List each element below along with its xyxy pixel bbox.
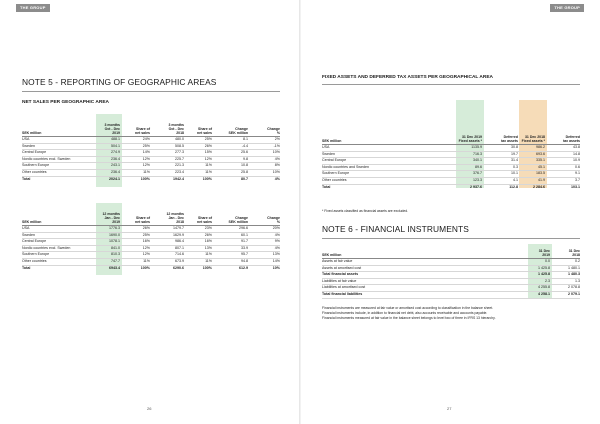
table-header-row: [22, 114, 280, 137]
cell-value: 612.9: [239, 265, 248, 270]
cell-value: 10.1: [511, 171, 518, 176]
cell-value: 2 078.8: [568, 285, 580, 290]
cell-value: 183.5: [536, 171, 545, 176]
column-header: SEK million: [22, 220, 42, 224]
table-row: [22, 150, 280, 157]
note6-explanation-2: Financial instruments include, in addition to financial net debt, also accounts receivable and accounts payable.: [322, 311, 488, 315]
cell-value: 6943.4: [109, 265, 120, 270]
cell-value: 807.1: [175, 245, 184, 250]
note6-explanation-3: Financial instruments measured at fair value in the balance sheet belongs to level two of three in IFRS 13 hierarchy.: [322, 316, 496, 320]
cell-value: 4%: [274, 176, 280, 181]
table-row: [22, 226, 280, 233]
cell-value: 13%: [272, 252, 280, 257]
cell-value: 6290.6: [173, 265, 184, 270]
cell-value: 14.8: [573, 151, 580, 156]
page-number-right: 27: [447, 406, 452, 411]
column-header: Deferred tax assets: [563, 135, 580, 143]
column-header: 31 Dec 2018: [568, 249, 580, 257]
cell-value: 11%: [205, 169, 212, 174]
column-header: SEK million: [22, 131, 42, 135]
cell-value: 504.1: [111, 143, 120, 148]
table-row: [322, 279, 580, 286]
cell-value: 4 258.1: [538, 291, 550, 296]
cell-value: 80.7: [241, 176, 248, 181]
cell-value: 1 425.8: [538, 272, 550, 277]
cell-value: 223.4: [175, 169, 184, 174]
table-row: [322, 158, 580, 165]
cell-value: 12%: [142, 163, 150, 168]
row-label: USA: [322, 145, 330, 149]
cell-value: 673.9: [175, 258, 184, 263]
cell-value: 0.2: [575, 259, 580, 263]
cell-value: 12%: [142, 156, 150, 161]
row-label: Liabilities at fair value: [322, 278, 357, 283]
cell-value: 277.3: [175, 150, 184, 155]
cell-value: -1%: [273, 143, 280, 148]
row-label: Sweden: [322, 151, 335, 156]
row-label: Central Europe: [322, 158, 347, 163]
cell-value: 33.9: [241, 245, 248, 250]
cell-value: 23%: [204, 226, 212, 230]
row-label: Assets at amortised cost: [322, 265, 362, 270]
table-row: [22, 170, 280, 177]
cell-value: 9.1: [575, 171, 580, 176]
table-row: [322, 259, 580, 266]
cell-value: 43.8: [573, 145, 580, 149]
cell-value: 91.7: [241, 239, 248, 244]
cell-value: 4%: [274, 156, 280, 161]
cell-value: 25%: [204, 137, 212, 141]
cell-value: 10%: [272, 150, 280, 155]
fixed-assets-title: FIXED ASSETS AND DEFERRED TAX ASSETS PER GEOGRAPHICAL AREA: [322, 75, 494, 80]
row-label: Central Europe: [22, 150, 47, 155]
table-row: [22, 246, 280, 253]
cell-value: 9.8: [243, 156, 248, 161]
table-row: [322, 272, 580, 279]
cell-value: 1479.7: [173, 226, 184, 230]
table-row: [322, 165, 580, 172]
cell-value: 12%: [142, 252, 150, 257]
section-tag-right: THE GROUP: [550, 4, 584, 12]
cell-value: 25.8: [241, 169, 248, 174]
cell-value: 335.1: [536, 158, 545, 163]
cell-value: 1629.9: [173, 232, 184, 237]
cell-value: 225.7: [175, 156, 184, 161]
column-header: Change %: [267, 216, 280, 224]
column-header: Deferred tax assets: [501, 135, 518, 143]
column-header: 31 Dec 2019 Fixed assets *: [458, 135, 482, 143]
cell-value: 1942.4: [173, 176, 184, 181]
column-header: 31 Dec 2018 Fixed assets *: [521, 135, 545, 143]
cell-value: 30.8: [511, 145, 518, 149]
table-row: [322, 171, 580, 178]
cell-value: 716.3: [473, 151, 482, 156]
cell-value: 14%: [142, 150, 150, 155]
row-label: Southern Europe: [22, 163, 50, 168]
fixed-assets-footnote: * Fixed assets classified as financial assets are excluded.: [322, 209, 409, 213]
cell-value: 8%: [274, 163, 280, 168]
cell-value: 11%: [143, 258, 150, 263]
table-row: [322, 292, 580, 299]
cell-value: 1135.9: [471, 145, 482, 149]
fixed-assets-divider: [322, 84, 580, 85]
column-header: 12 months Jan - Dec 2018: [166, 212, 184, 224]
cell-value: 0.6: [575, 164, 580, 169]
cell-value: 1 480.1: [568, 265, 580, 270]
cell-value: 100%: [140, 176, 150, 181]
cell-value: 274.9: [111, 150, 120, 155]
table-row: [22, 163, 280, 170]
cell-value: 100%: [140, 265, 150, 270]
cell-value: 16%: [142, 239, 150, 244]
cell-value: 986.4: [175, 239, 184, 244]
cell-value: 9%: [274, 239, 280, 244]
table-header-row: [22, 203, 280, 226]
table-row: [22, 137, 280, 144]
table-header-row: [322, 244, 580, 259]
cell-value: 4 255.8: [538, 285, 550, 290]
table-row: [22, 252, 280, 259]
financial-instruments-table: [322, 244, 580, 299]
cell-value: 1 425.8: [538, 265, 550, 270]
note5-subtitle: NET SALES PER GEOGRAPHIC AREA: [22, 100, 109, 105]
row-label: Nordic countries and Sweden: [322, 164, 369, 169]
row-label: USA: [22, 137, 30, 141]
cell-value: 2.3: [545, 278, 550, 283]
row-label: Liabilities at amortised cost: [322, 285, 366, 290]
row-label: Sweden: [22, 232, 35, 237]
row-label: Total: [22, 265, 31, 270]
column-header: Change %: [267, 127, 280, 135]
row-label: Other countries: [22, 258, 47, 263]
cell-value: 236.4: [111, 156, 120, 161]
cell-value: 10.8: [241, 163, 248, 168]
cell-value: 986.2: [536, 145, 545, 149]
cell-value: 26%: [142, 226, 150, 230]
table-header-row: [322, 100, 580, 145]
cell-value: 714.6: [175, 252, 184, 257]
table-row: [22, 157, 280, 164]
table-row: [22, 144, 280, 151]
table-row: [22, 239, 280, 246]
row-label: Nordic countries excl. Sweden: [22, 156, 71, 161]
cell-value: 112.8: [509, 184, 518, 189]
row-label: Central Europe: [22, 239, 47, 244]
note5-title: NOTE 5 - REPORTING OF GEOGRAPHIC AREAS: [22, 77, 217, 87]
cell-value: 100%: [202, 265, 212, 270]
column-header: Share of net sales: [197, 216, 212, 224]
cell-value: -4.4: [241, 143, 248, 148]
row-label: Sweden: [22, 143, 35, 148]
cell-value: 693.6: [536, 151, 545, 156]
net-sales-year-table: [22, 203, 280, 271]
cell-value: 16%: [204, 239, 212, 244]
cell-value: 11%: [143, 169, 150, 174]
table-row: [22, 259, 280, 266]
column-header: Share of net sales: [135, 216, 150, 224]
section-tag-left: THE GROUP: [16, 4, 50, 12]
cell-value: 1 480.3: [568, 272, 580, 277]
cell-value: 221.3: [175, 163, 184, 168]
table-row: [22, 233, 280, 240]
cell-value: 2 937.6: [470, 184, 482, 189]
row-label: Total financial assets: [322, 272, 359, 277]
cell-value: 340.1: [473, 158, 482, 163]
row-label: Southern Europe: [22, 252, 50, 257]
note6-explanation-1: Financial instruments are measured at fair value or amortised cost according to classification in the balance sheet.: [322, 306, 494, 310]
row-label: USA: [22, 226, 30, 230]
note6-divider: [322, 238, 580, 239]
table-total-row: [22, 177, 280, 183]
cell-value: 2024.1: [109, 176, 120, 181]
column-header: 3 months Oct - Dec 2019: [104, 123, 120, 135]
cell-value: 10%: [272, 265, 280, 270]
cell-value: 0.3: [513, 164, 518, 169]
cell-value: 11%: [205, 252, 212, 257]
cell-value: 12%: [142, 245, 150, 250]
cell-value: 1690.0: [109, 232, 120, 237]
column-header: SEK million: [322, 253, 342, 257]
cell-value: 1.3: [575, 278, 580, 283]
row-label: Nordic countries excl. Sweden: [22, 245, 71, 250]
cell-value: 19.7: [511, 151, 518, 156]
cell-value: 26%: [204, 143, 212, 148]
cell-value: 25%: [142, 143, 150, 148]
row-label: Total financial liabilities: [322, 291, 363, 296]
cell-value: 94.8: [241, 258, 248, 263]
cell-value: 123.3: [473, 177, 482, 182]
column-header: Change SEK million: [228, 216, 248, 224]
cell-value: 747.7: [111, 258, 120, 263]
column-header: SEK million: [322, 139, 342, 143]
cell-value: 12%: [204, 156, 212, 161]
cell-value: 15%: [204, 150, 212, 155]
row-label: Other countries: [322, 177, 347, 182]
cell-value: 10%: [272, 169, 280, 174]
table-row: [322, 178, 580, 185]
cell-value: 103.1: [571, 184, 580, 189]
cell-value: 2%: [274, 137, 280, 141]
cell-value: 8.1: [243, 137, 248, 141]
table-row: [322, 285, 580, 292]
column-header: 12 months Jan - Dec 2019: [102, 212, 120, 224]
cell-value: 25.6: [241, 150, 248, 155]
cell-value: 89.6: [475, 164, 482, 169]
cell-value: 95.7: [241, 252, 248, 257]
cell-value: 26%: [204, 232, 212, 237]
cell-value: 376.7: [473, 171, 482, 176]
page-number-left: 26: [147, 406, 152, 411]
row-label: Other countries: [22, 169, 47, 174]
cell-value: 11%: [205, 163, 212, 168]
column-header: 3 months Oct - Dec 2018: [168, 123, 184, 135]
cell-value: 2 284.6: [533, 184, 545, 189]
note6-title: NOTE 6 - FINANCIAL INSTRUMENTS: [322, 224, 469, 234]
cell-value: 488.1: [111, 137, 120, 141]
page-gutter: [299, 0, 301, 424]
cell-value: 13%: [204, 245, 212, 250]
column-header: Share of net sales: [197, 127, 212, 135]
row-label: Southern Europe: [322, 171, 350, 176]
row-label: Total: [322, 184, 331, 189]
column-header: Share of net sales: [135, 127, 150, 135]
cell-value: 60.1: [241, 232, 248, 237]
row-label: Assets at fair value: [322, 259, 353, 263]
cell-value: 24%: [142, 137, 150, 141]
fixed-assets-table: [322, 100, 580, 190]
net-sales-quarter-table: [22, 114, 280, 182]
cell-value: 4.1: [513, 177, 518, 182]
cell-value: 1776.3: [109, 226, 120, 230]
cell-value: 296.6: [239, 226, 248, 230]
cell-value: 45.1: [538, 164, 545, 169]
cell-value: 4%: [274, 232, 280, 237]
cell-value: 31.4: [511, 158, 518, 163]
table-total-row: [22, 266, 280, 272]
column-header: Change SEK million: [228, 127, 248, 135]
table-row: [322, 152, 580, 159]
cell-value: 508.5: [175, 143, 184, 148]
cell-value: 2 079.1: [568, 291, 580, 296]
table-total-row: [322, 185, 580, 191]
cell-value: 480.0: [175, 137, 184, 141]
row-label: Total: [22, 176, 31, 181]
cell-value: 20%: [272, 226, 280, 230]
cell-value: 10.9: [573, 158, 580, 163]
cell-value: 810.3: [111, 252, 120, 257]
cell-value: 11%: [205, 258, 212, 263]
column-header: 31 Dec 2019: [538, 249, 550, 257]
cell-value: 3.7: [575, 177, 580, 182]
cell-value: 25%: [142, 232, 150, 237]
table-row: [322, 145, 580, 152]
cell-value: 1078.1: [109, 239, 120, 244]
cell-value: 14%: [272, 258, 280, 263]
note5-divider: [22, 91, 280, 92]
cell-value: 4%: [274, 245, 280, 250]
cell-value: 41.9: [538, 177, 545, 182]
cell-value: 243.1: [111, 163, 120, 168]
cell-value: 236.4: [111, 169, 120, 174]
cell-value: 0.0: [545, 259, 550, 263]
table-row: [322, 266, 580, 273]
cell-value: 100%: [202, 176, 212, 181]
cell-value: 841.0: [111, 245, 120, 250]
